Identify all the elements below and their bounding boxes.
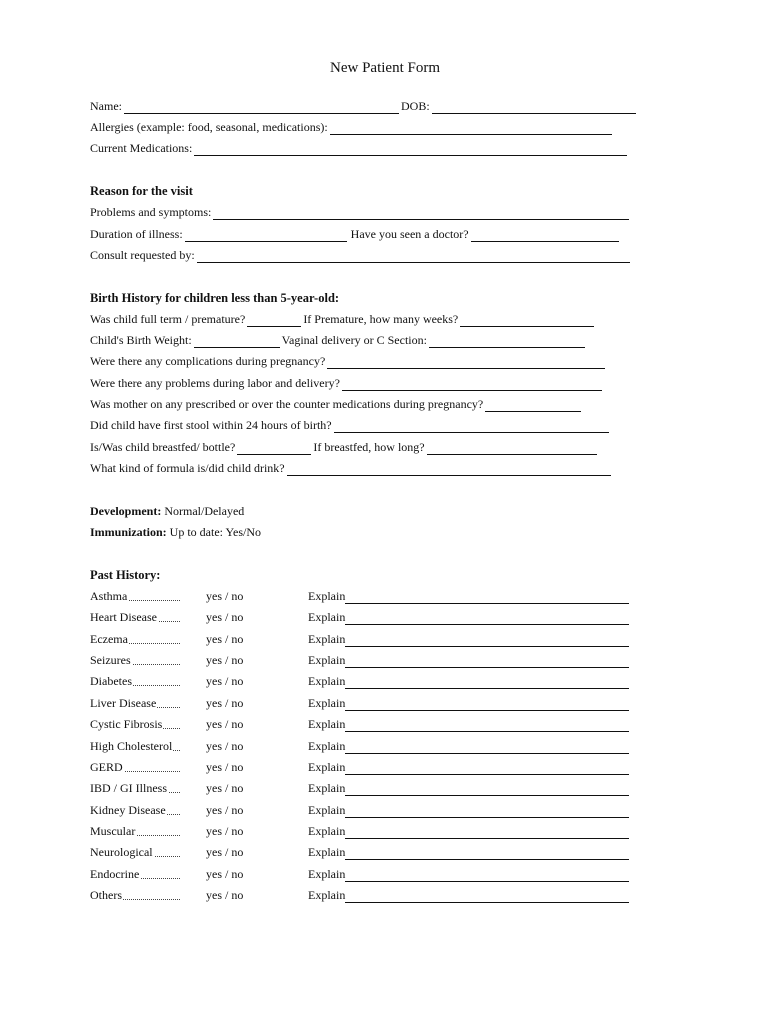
condition-label: Heart Disease [90,610,157,625]
explain-field[interactable] [345,846,629,860]
mother-meds-field[interactable] [485,398,581,412]
complications-label: Were there any complications during pregnancy? [90,354,326,368]
immunization-label: Immunization: [90,525,167,539]
explain-field[interactable] [345,761,629,775]
condition-label: Neurological [90,845,153,860]
condition-name [90,674,180,689]
explain-label: Explain [308,738,346,753]
birth-weight-row [90,327,587,348]
page-title: New Patient Form [330,60,440,76]
labor-label: Were there any problems during labor and delivery? [90,376,340,390]
problems-label: Problems and symptoms: [90,205,212,219]
explain-label: Explain [308,845,346,860]
explain-field[interactable] [345,868,629,882]
explain-label: Explain [308,695,346,710]
explain-group [308,696,629,711]
premature-weeks-label: If Premature, how many weeks? [303,312,459,326]
yes-no-choice[interactable]: yes / no [206,695,244,710]
yes-no-choice[interactable]: yes / no [206,631,244,646]
past-history-row [90,583,650,604]
condition-name [90,696,180,711]
labor-field[interactable] [342,377,602,391]
first-stool-row [90,412,611,433]
breastfed-label: Is/Was child breastfed/ bottle? [90,440,236,454]
explain-label: Explain [308,823,346,838]
reason-heading: Reason for the visit [90,184,193,198]
condition-name [90,589,180,604]
premature-weeks-field[interactable] [460,313,594,327]
explain-label: Explain [308,781,346,796]
past-history-row [90,882,650,903]
breastfed-row [90,434,599,455]
first-stool-label: Did child have first stool within 24 hours of birth? [90,418,332,432]
explain-label: Explain [308,631,346,646]
dob-field[interactable] [432,100,636,114]
explain-group [308,653,629,668]
problems-field[interactable] [213,206,629,220]
explain-field[interactable] [345,718,629,732]
mother-meds-row [90,391,583,412]
yes-no-choice[interactable]: yes / no [206,610,244,625]
formula-row [90,455,613,476]
past-history-row [90,647,650,668]
explain-group [308,589,629,604]
past-history-row [90,668,650,689]
explain-label: Explain [308,802,346,817]
mother-meds-label: Was mother on any prescribed or over the counter medications during pregnancy? [90,397,484,411]
past-history-row [90,754,650,775]
explain-group [308,739,629,754]
full-term-field[interactable] [247,313,301,327]
condition-label: Liver Disease [90,695,157,710]
condition-label: Endocrine [90,866,140,881]
explain-field[interactable] [345,633,629,647]
condition-label: Kidney Disease [90,802,166,817]
immunization-value: Up to date: Yes/No [169,525,262,539]
first-stool-field[interactable] [334,419,609,433]
past-history-row [90,690,650,711]
seen-doctor-field[interactable] [471,228,619,242]
explain-group [308,674,629,689]
condition-name [90,717,180,732]
duration-field[interactable] [185,228,347,242]
condition-name [90,845,180,860]
yes-no-choice[interactable]: yes / no [206,845,244,860]
explain-field[interactable] [345,804,629,818]
past-history-row [90,626,650,647]
condition-name [90,803,180,818]
explain-group [308,632,629,647]
medications-field[interactable] [194,142,627,156]
labor-row [90,370,604,391]
explain-group [308,845,629,860]
breastfed-field[interactable] [237,441,311,455]
allergies-label: Allergies (example: food, seasonal, medications): [90,120,328,134]
explain-label: Explain [308,717,346,732]
development-value: Normal/Delayed [164,504,245,518]
condition-label: IBD / GI Illness [90,781,167,796]
consult-row [90,242,632,263]
explain-group [308,781,629,796]
explain-field[interactable] [345,590,629,604]
explain-label: Explain [308,674,346,689]
yes-no-choice[interactable]: yes / no [206,823,244,838]
condition-label: Diabetes [90,674,132,689]
explain-field[interactable] [345,675,629,689]
formula-field[interactable] [287,462,611,476]
explain-group [308,610,629,625]
explain-field[interactable] [345,697,629,711]
condition-name [90,739,180,754]
past-history-row [90,797,650,818]
yes-no-choice[interactable]: yes / no [206,802,244,817]
condition-name [90,760,180,775]
yes-no-choice[interactable]: yes / no [206,589,244,603]
explain-group [308,867,629,882]
past-history-row [90,733,650,754]
past-history-heading: Past History: [90,568,161,582]
complications-field[interactable] [327,355,605,369]
delivery-label: Vaginal delivery or C Section: [281,333,427,347]
development-row [90,498,244,519]
past-history-row [90,604,650,625]
birth-weight-label: Child's Birth Weight: [90,333,192,347]
explain-group [308,888,629,903]
problems-row [90,199,631,220]
condition-label: Muscular [90,823,136,838]
seen-doctor-label: Have you seen a doctor? [350,227,469,241]
medications-label: Current Medications: [90,141,193,155]
formula-label: What kind of formula is/did child drink? [90,461,285,475]
duration-row [90,221,621,242]
dob-label: DOB: [401,99,430,113]
explain-label: Explain [308,653,346,667]
yes-no-choice[interactable]: yes / no [206,674,244,689]
yes-no-choice[interactable]: yes / no [206,781,244,796]
past-history-row [90,818,650,839]
explain-field[interactable] [345,782,629,796]
condition-name [90,867,180,882]
past-history-row [90,775,650,796]
yes-no-choice[interactable]: yes / no [206,717,244,732]
name-field[interactable] [124,100,399,114]
development-label: Development: [90,504,162,518]
yes-no-choice[interactable]: yes / no [206,653,244,667]
yes-no-choice[interactable]: yes / no [206,887,244,902]
condition-name [90,824,180,839]
explain-field[interactable] [345,611,629,625]
explain-group [308,824,629,839]
condition-label: Asthma [90,589,128,603]
explain-field[interactable] [345,889,629,903]
explain-group [308,760,629,775]
past-history-row [90,711,650,732]
condition-name [90,653,180,668]
breastfed-long-field[interactable] [427,441,597,455]
complications-row [90,348,607,369]
birth-heading: Birth History for children less than 5-year-old: [90,291,340,305]
past-history-row [90,839,650,860]
allergies-row [90,114,614,135]
full-term-label: Was child full term / premature? [90,312,246,326]
explain-label: Explain [308,759,346,774]
condition-name [90,781,180,796]
explain-group [308,803,629,818]
full-term-row [90,306,596,327]
condition-name [90,888,180,903]
condition-label: Seizures [90,653,131,667]
explain-label: Explain [308,866,346,881]
explain-field[interactable] [345,825,629,839]
condition-label: Cystic Fibrosis [90,717,163,732]
explain-label: Explain [308,887,346,902]
explain-field[interactable] [345,740,629,754]
name-dob-row [90,93,638,114]
yes-no-choice[interactable]: yes / no [206,866,244,881]
consult-field[interactable] [197,249,630,263]
condition-name [90,610,180,625]
past-history-row [90,861,650,882]
condition-label: High Cholesterol [90,738,173,753]
allergies-field[interactable] [330,121,612,135]
breastfed-long-label: If breastfed, how long? [313,440,425,454]
name-label: Name: [90,99,122,113]
explain-group [308,717,629,732]
yes-no-choice[interactable]: yes / no [206,759,244,774]
medications-row [90,135,629,156]
consult-label: Consult requested by: [90,248,195,262]
explain-label: Explain [308,589,346,603]
explain-field[interactable] [345,654,629,668]
explain-label: Explain [308,610,346,625]
yes-no-choice[interactable]: yes / no [206,738,244,753]
condition-name [90,632,180,647]
condition-label: GERD [90,759,123,774]
condition-label: Eczema [90,631,128,646]
duration-label: Duration of illness: [90,227,183,241]
immunization-row [90,519,261,540]
birth-weight-field[interactable] [194,334,280,348]
delivery-field[interactable] [429,334,585,348]
condition-label: Others [90,887,122,902]
